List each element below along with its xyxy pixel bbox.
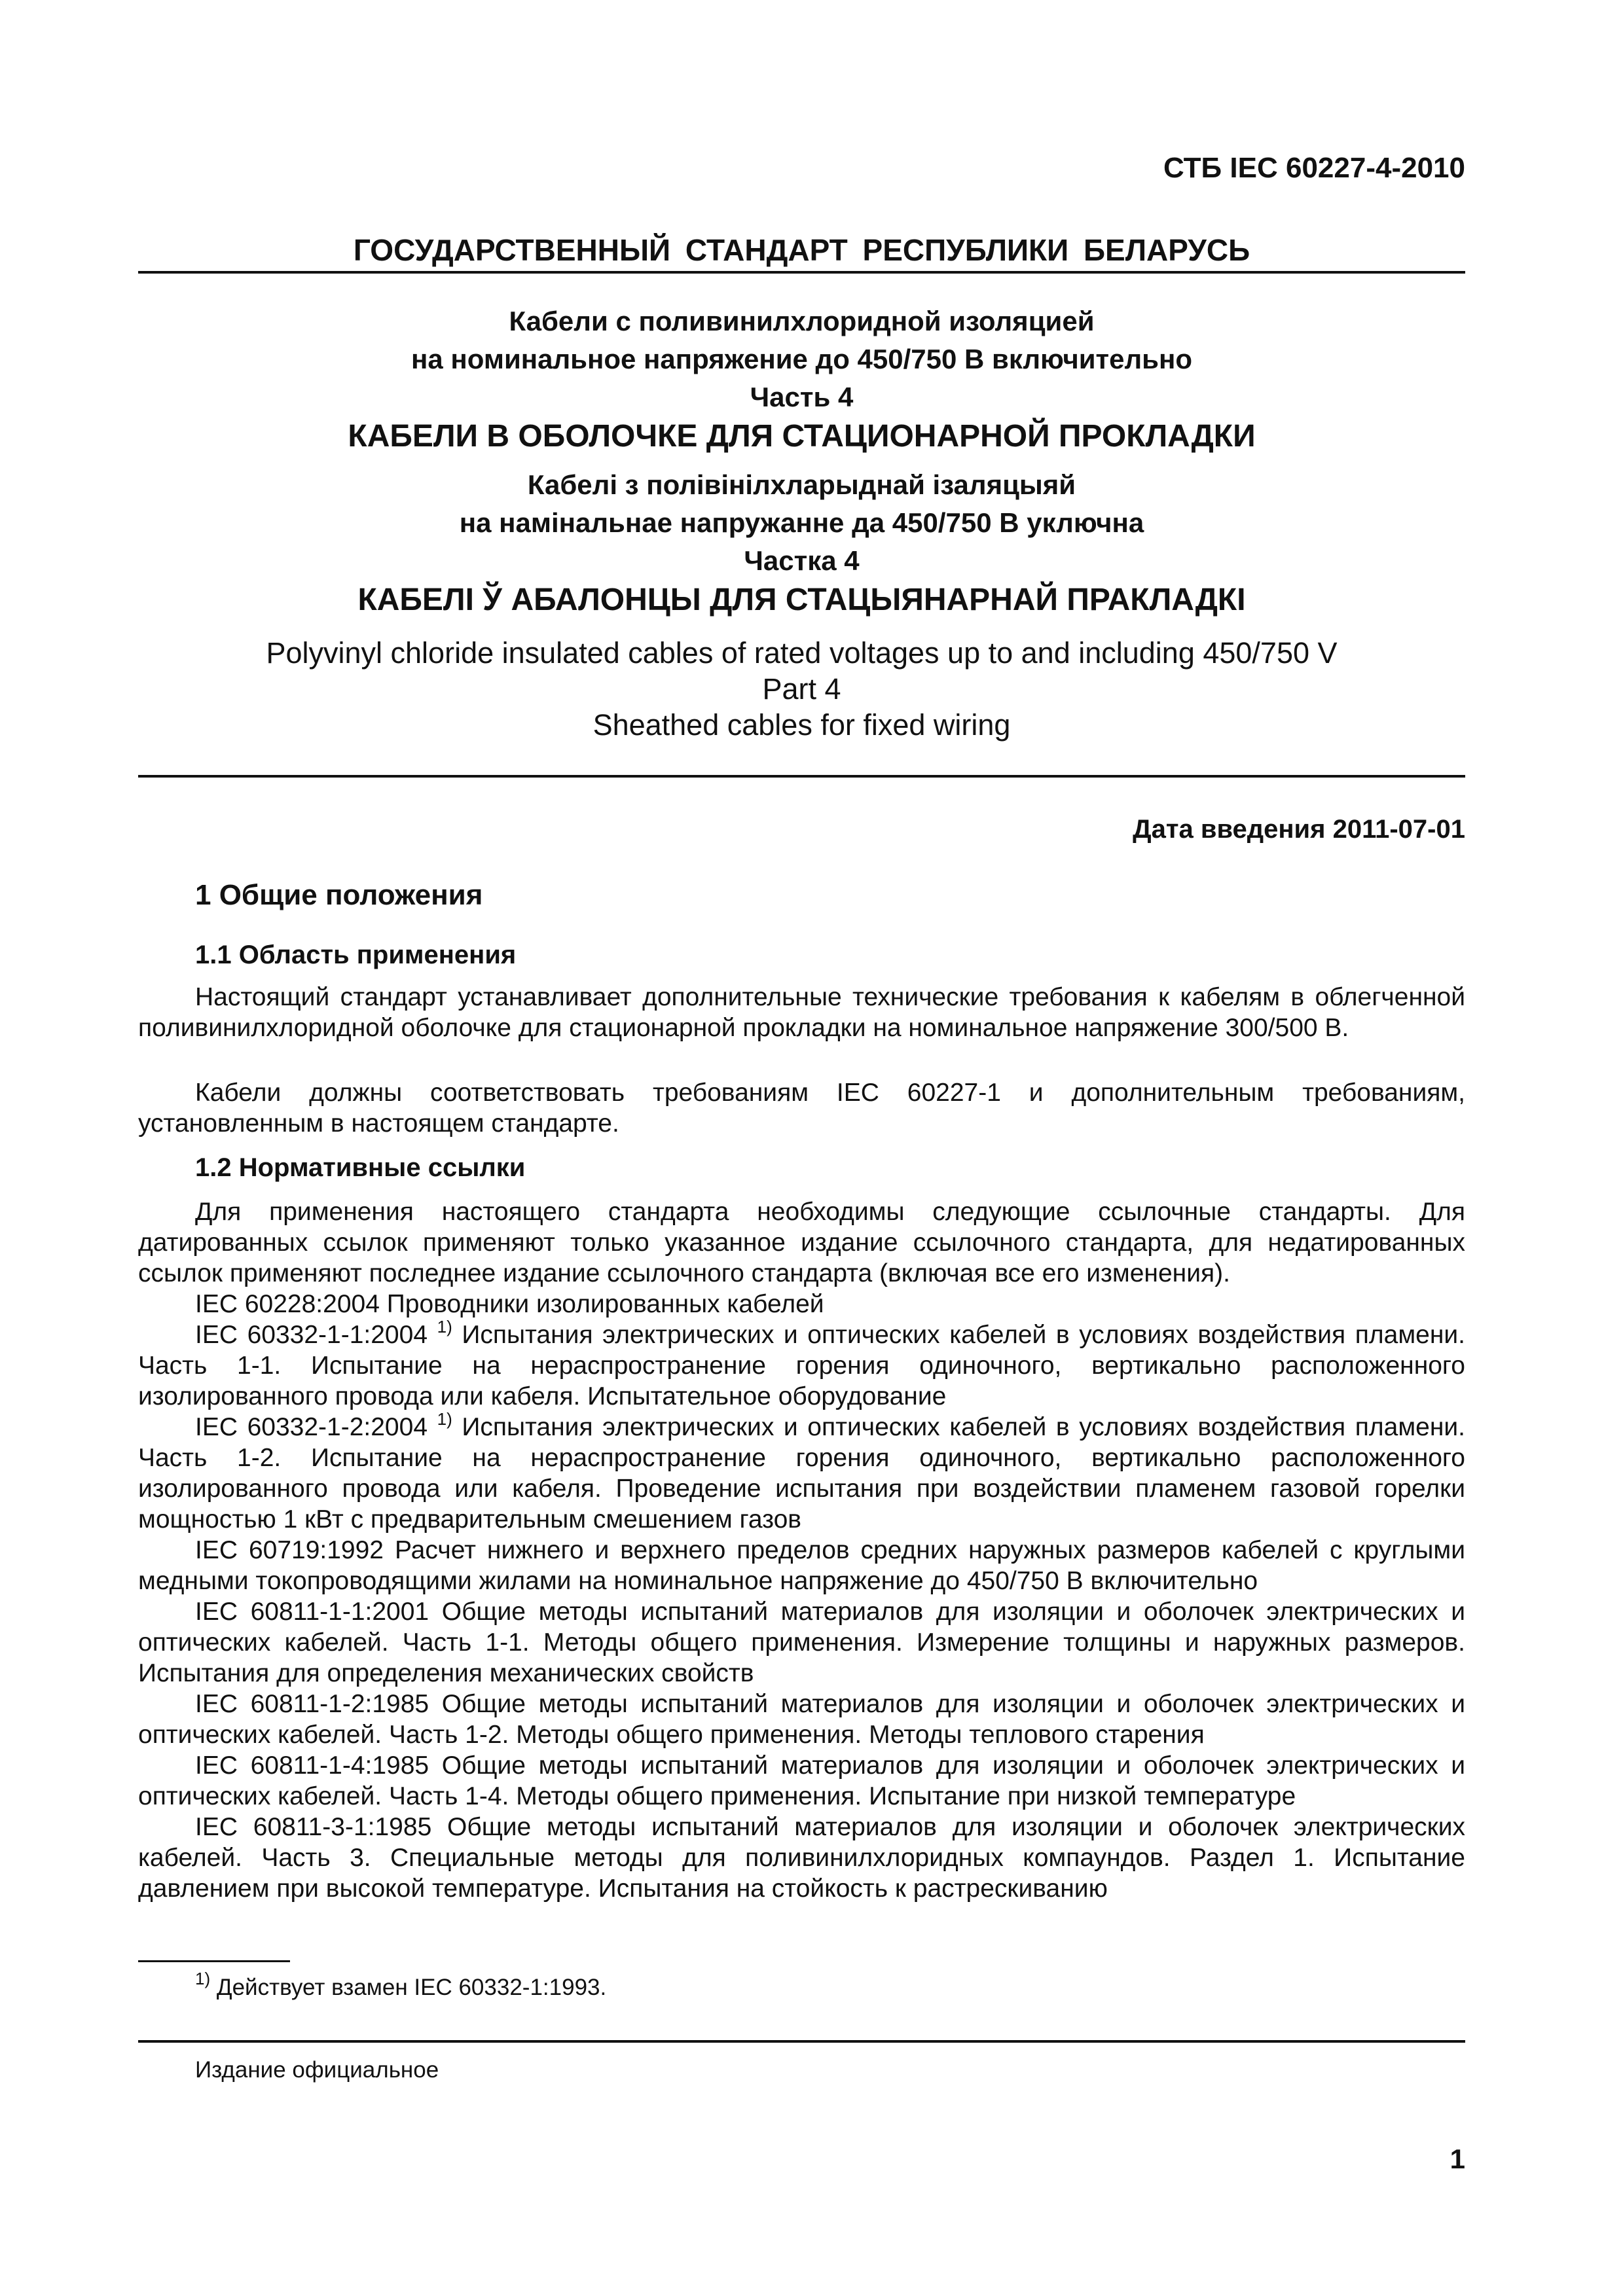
scope-paragraph-1: Настоящий стандарт устанавливает дополнительные технические требования к кабелям в облегченной поливинилхлоридной оболочке для стационарной прокладки на номинальное напряжение 300/500 В. xyxy=(138,983,1465,1042)
title-be-line4: КАБЕЛІ Ў АБАЛОНЦЫ ДЛЯ СТАЦЫЯНАРНАЙ ПРАКЛАДКІ xyxy=(357,583,1246,617)
title-ru-line4: КАБЕЛИ В ОБОЛОЧКЕ ДЛЯ СТАЦИОНАРНОЙ ПРОКЛАДКИ xyxy=(348,419,1256,454)
title-ru-line1: Кабели с поливинилхлоридной изоляцией xyxy=(509,306,1095,336)
reference-footnote-mark: 1) xyxy=(437,1409,452,1429)
title-en-line3: Sheathed cables for fixed wiring xyxy=(593,708,1011,742)
introduction-date: Дата введения 2011-07-01 xyxy=(1133,815,1465,844)
reference-title: Расчет нижнего и верхнего пределов средних наружных размеров кабелей с круглыми медными токопроводящими жилами на номинальное напряжение до 450/750 В включительно xyxy=(138,1536,1465,1595)
reference-entry xyxy=(138,1689,1465,1750)
page-number: 1 xyxy=(1450,2144,1465,2174)
title-ru-line2: на номинальное напряжение до 450/750 В включительно xyxy=(411,344,1192,374)
reference-code: IEC 60332-1-1:2004 xyxy=(195,1321,428,1349)
reference-title: Общие методы испытаний материалов для изоляции и оболочек электрических кабелей. Часть 3. Специальные методы для поливинилхлоридных компаундов. Раздел 1. Испытание давлением при высокой температуре. Испытания на стойкость к растрескиванию xyxy=(138,1813,1466,1903)
reference-entry xyxy=(138,1750,1465,1812)
title-be-line1: Кабелі з полівінілхларыднай ізаляцыяй xyxy=(527,469,1076,500)
reference-code: IEC 60811-1-2:1985 xyxy=(195,1690,429,1718)
edition-label: Издание официальное xyxy=(195,2057,439,2083)
reference-code: IEC 60228:2004 xyxy=(195,1290,380,1318)
section-1-2-heading: 1.2 Нормативные ссылки xyxy=(195,1153,526,1182)
title-be-line2: на намінальнае напружанне да 450/750 В уключна xyxy=(459,507,1144,538)
section-1-heading: 1 Общие положения xyxy=(195,879,483,911)
reference-code: IEC 60811-3-1:1985 xyxy=(195,1813,432,1841)
scope-paragraph-2: Кабели должны соответствовать требованиям IEC 60227-1 и дополнительным требованиям, установленным в настоящем стандарте. xyxy=(138,1079,1465,1138)
reference-code: IEC 60332-1-2:2004 xyxy=(195,1413,428,1441)
title-en-line2: Part 4 xyxy=(762,672,841,706)
reference-entry xyxy=(138,1812,1465,1904)
footer-rule xyxy=(138,2040,1465,2043)
footnote-separator xyxy=(138,1960,290,1962)
reference-entry xyxy=(138,1535,1465,1596)
standard-type-heading: ГОСУДАРСТВЕННЫЙ СТАНДАРТ РЕСПУБЛИКИ БЕЛАРУСЬ xyxy=(353,233,1250,267)
title-be-line3: Частка 4 xyxy=(744,545,860,576)
reference-title: Общие методы испытаний материалов для изоляции и оболочек электрических и оптических кабелей. Часть 1-4. Методы общего применения. Испытание при низкой температуре xyxy=(138,1751,1465,1810)
title-english xyxy=(138,635,1465,743)
reference-code: IEC 60811-1-1:2001 xyxy=(195,1598,429,1626)
reference-entry xyxy=(138,1319,1465,1412)
footnote-mark: 1) xyxy=(195,1969,211,1988)
reference-entry xyxy=(138,1409,1465,1535)
normative-references-list xyxy=(138,1289,1465,1904)
reference-code: IEC 60811-1-4:1985 xyxy=(195,1751,429,1780)
title-belarusian xyxy=(138,466,1465,620)
reference-title: Общие методы испытаний материалов для изоляции и оболочек электрических и оптических кабелей. Часть 1-1. Методы общего применения. Измерение толщины и наружных размеров. Испытания для определения механических свойств xyxy=(138,1598,1465,1687)
reference-title: Проводники изолированных кабелей xyxy=(386,1290,824,1318)
title-russian xyxy=(138,302,1465,457)
references-intro: Для применения настоящего стандарта необходимы следующие ссылочные стандарты. Для датированных ссылок применяют только указанное издание ссылочного стандарта, для недатированных ссылок применяют последнее издание ссылочного стандарта (включая все его изменения). xyxy=(138,1198,1465,1287)
reference-title: Общие методы испытаний материалов для изоляции и оболочек электрических и оптических кабелей. Часть 1-2. Методы общего применения. Методы теплового старения xyxy=(138,1690,1465,1749)
reference-footnote-mark: 1) xyxy=(437,1317,452,1336)
reference-code: IEC 60719:1992 xyxy=(195,1536,384,1564)
reference-title: Испытания электрических и оптических кабелей в условиях воздействия пламени. Часть 1-2. Испытание на нераспространение горения одиночного, вертикально расположенного изолированного провода или кабеля. Проведение испытания при воздействии пламенем газовой горелки мощностью 1 кВт с предварительным смешением газов xyxy=(138,1413,1465,1534)
reference-title: Испытания электрических и оптических кабелей в условиях воздействия пламени. Часть 1-1. Испытание на нераспространение горения одиночного, вертикально расположенного изолированного провода или кабеля. Испытательное оборудование xyxy=(138,1321,1465,1410)
reference-entry xyxy=(138,1596,1465,1689)
section-1-1-heading: 1.1 Область применения xyxy=(195,941,517,969)
document-designation: СТБ IEC 60227-4-2010 xyxy=(1163,152,1465,184)
footnote xyxy=(195,1969,607,2001)
header-rule xyxy=(138,271,1465,274)
footnote-text: Действует взамен IEC 60332-1:1993. xyxy=(216,1975,607,2000)
title-en-line1: Polyvinyl chloride insulated cables of rated voltages up to and including 450/750 V xyxy=(266,636,1338,670)
title-ru-line3: Часть 4 xyxy=(750,382,854,412)
reference-entry xyxy=(138,1289,1465,1319)
title-rule xyxy=(138,775,1465,778)
